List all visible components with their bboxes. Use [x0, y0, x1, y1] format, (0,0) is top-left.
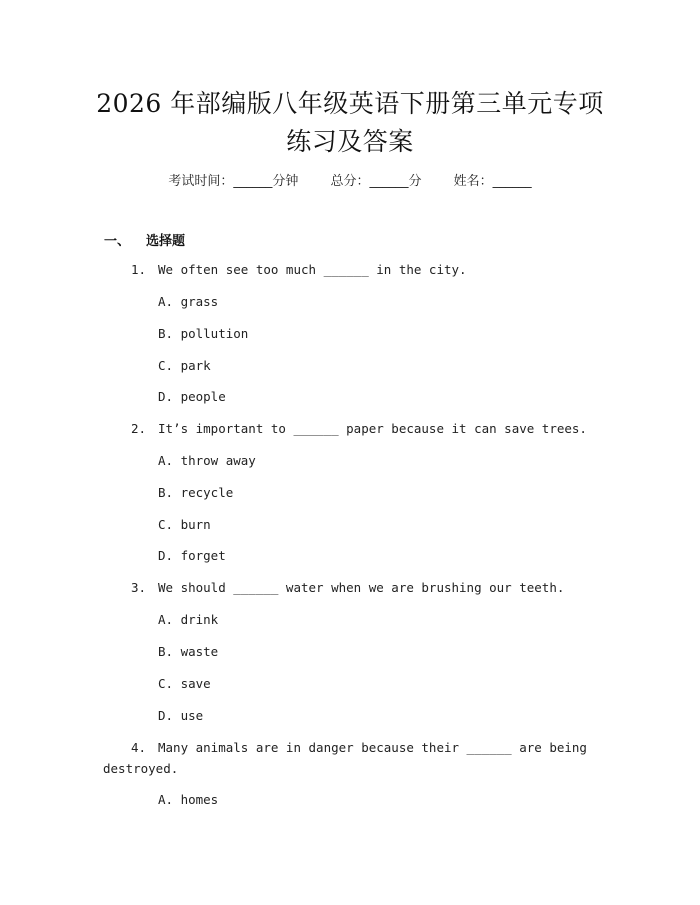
question-text: We should ______ water when we are brushing our teeth. [158, 580, 565, 595]
exam-time: 考试时间：______分钟 [168, 174, 299, 189]
question-number: 1. [131, 262, 147, 277]
option: C. save [158, 676, 211, 691]
document-title-line-2: 练习及答案 [286, 127, 414, 156]
option: C. burn [158, 517, 211, 532]
question-number: 4. [131, 740, 147, 755]
option: D. people [158, 389, 226, 404]
question-text: It’s important to ______ paper because it can save trees. [158, 421, 587, 436]
question-text: Many animals are in danger because their ______ are being [158, 740, 587, 755]
option: C. park [158, 358, 211, 373]
option: A. grass [158, 294, 219, 309]
option: B. recycle [158, 485, 234, 500]
question-number: 3. [131, 580, 147, 595]
question-1 [131, 262, 467, 277]
question-3 [131, 580, 564, 595]
question-text-continued: destroyed. [103, 761, 179, 776]
exam-name: 姓名：______ [453, 174, 532, 189]
section-number: 一、 [104, 234, 131, 249]
document-title-line-1: 2026 年部编版八年级英语下册第三单元专项 [96, 89, 604, 118]
option: D. forget [158, 548, 226, 563]
section-label: 选择题 [146, 234, 186, 249]
option: B. pollution [158, 326, 249, 341]
question-2 [131, 421, 587, 436]
question-number: 2. [131, 421, 147, 436]
option: A. drink [158, 612, 219, 627]
option: B. waste [158, 644, 219, 659]
question-4 [131, 740, 587, 755]
exam-total-score: 总分：______分 [330, 174, 422, 189]
option: A. throw away [158, 453, 256, 468]
option: D. use [158, 708, 204, 723]
question-text: We often see too much ______ in the city. [158, 262, 467, 277]
section-heading [104, 230, 185, 249]
option: A. homes [158, 792, 219, 807]
exam-info [0, 170, 700, 189]
